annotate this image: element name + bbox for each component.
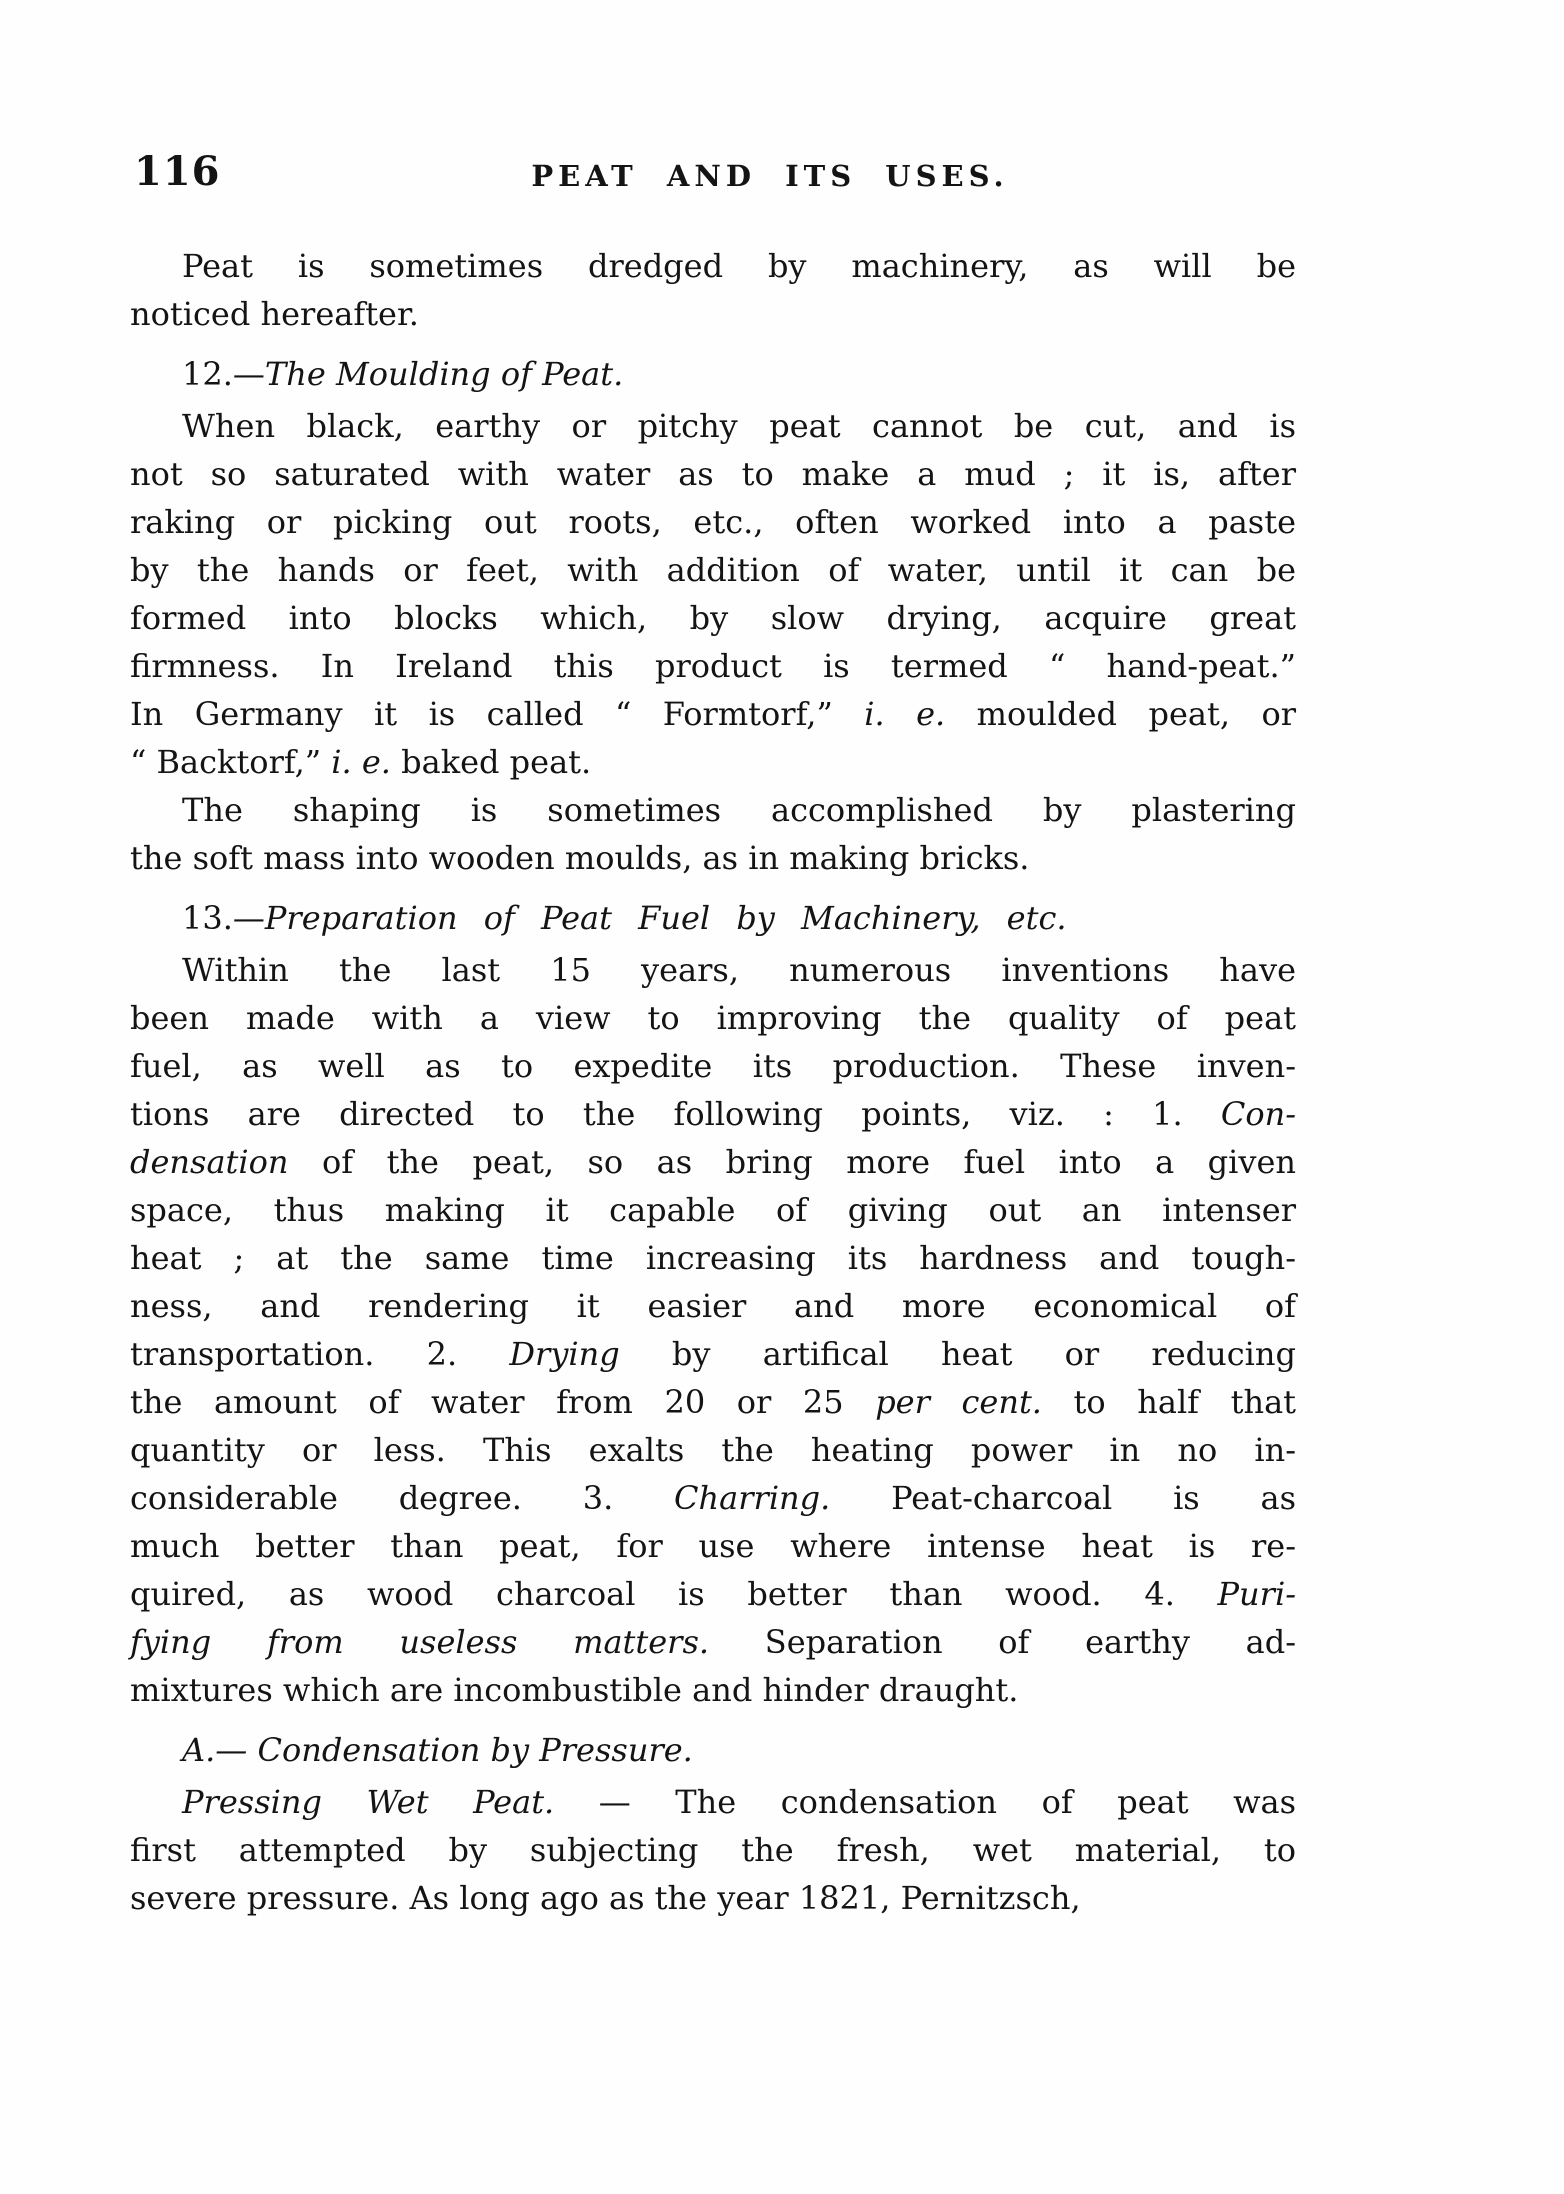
text-run: baked peat. [390,743,592,781]
paragraph [130,946,1296,1714]
text-line [130,1826,1296,1874]
text-run: The shaping is sometimes accomplished by plastering [182,791,1296,829]
text-run: of the peat, so as bring more fuel into a given [288,1143,1296,1181]
text-run: In Germany it is called “ Formtorf,” [130,695,865,733]
text-run: heat ; at the same time increasing its hardness and tough- [130,1239,1296,1277]
text-run: “ Backtorf,” [130,743,332,781]
text-run: When black, earthy or pitchy peat cannot be cut, and is [182,407,1296,445]
text-line [130,350,1296,398]
text-line [130,1618,1296,1666]
text-run: Preparation of Peat Fuel by Machinery, etc. [264,899,1067,937]
text-run: to half that [1041,1383,1297,1421]
text-line [130,450,1296,498]
text-run: i. e. [864,695,946,733]
text-run: quantity or less. This exalts the heating power in no in- [130,1431,1296,1469]
section-heading [130,350,1296,398]
running-title: PEAT AND ITS USES. [531,159,1009,193]
text-run: ness, and rendering it easier and more economical of [130,1287,1296,1325]
text-run: not so saturated with water as to make a mud ; it is, after [130,455,1296,493]
paragraph [130,1778,1296,1922]
text-line [130,290,1296,338]
text-run: by artifical heat or reducing [619,1335,1297,1373]
text-run: Pressing Wet Peat. [182,1783,555,1821]
text-line [130,1570,1296,1618]
text-line [130,1138,1296,1186]
text-line [130,894,1296,942]
text-run: fuel, as well as to expedite its production. These inven- [130,1047,1296,1085]
text-run: firmness. In Ireland this product is termed “ hand-peat.” [130,647,1296,685]
text-line [130,1426,1296,1474]
text-run: moulded peat, or [945,695,1297,733]
text-run: 13.— [182,899,265,937]
text-run: fying from useless matters. [130,1623,710,1661]
text-line [130,546,1296,594]
text-run: tions are directed to the following points, viz. : 1. [130,1095,1221,1133]
text-line [130,402,1296,450]
text-line [130,1090,1296,1138]
text-line [130,1522,1296,1570]
text-line [130,1474,1296,1522]
text-run: mixtures which are incombustible and hinder draught. [130,1671,1019,1709]
text-line [130,1666,1296,1714]
text-line [130,786,1296,834]
text-line [130,1874,1296,1922]
text-run: first attempted by subjecting the fresh, wet material, to [130,1831,1296,1869]
text-run: severe pressure. As long ago as the year 1821, Pernitzsch, [130,1879,1081,1917]
paragraph [130,786,1296,882]
text-run: per cent. [875,1383,1042,1421]
text-line [130,242,1296,290]
text-line [130,738,1296,786]
text-line [130,1330,1296,1378]
text-line [130,994,1296,1042]
text-run: formed into blocks which, by slow drying, acquire great [130,599,1296,637]
text-run: 12.— [182,355,265,393]
text-run: densation [130,1143,289,1181]
text-run: raking or picking out roots, etc., often worked into a paste [130,503,1296,541]
text-line [130,690,1296,738]
page-number: 116 [134,148,221,195]
text-line [130,1726,1296,1774]
text-run: Separation of earthy ad- [709,1623,1297,1661]
text-line [130,834,1296,882]
text-run: — The condensation of peat was [554,1783,1297,1821]
section-heading [130,1726,1296,1774]
text-line [130,1042,1296,1090]
text-run: considerable degree. 3. [130,1479,675,1517]
text-run: Peat is sometimes dredged by machinery, as will be [182,247,1296,285]
text-line [130,1378,1296,1426]
text-run: i. e. [331,743,391,781]
text-run: A.— Condensation by Pressure. [182,1731,693,1769]
text-line [130,1282,1296,1330]
text-run: transportation. 2. [130,1335,510,1373]
text-line [130,498,1296,546]
text-line [130,594,1296,642]
page-body [130,242,1296,1922]
paragraph [130,242,1296,338]
text-line [130,946,1296,994]
paragraph [130,402,1296,786]
page-header [130,150,1296,196]
text-run: the soft mass into wooden moulds, as in making bricks. [130,839,1030,877]
text-run: quired, as wood charcoal is better than wood. 4. [130,1575,1218,1613]
text-run: space, thus making it capable of giving out an intenser [130,1191,1296,1229]
text-run: by the hands or feet, with addition of water, until it can be [130,551,1296,589]
text-run: Peat-charcoal is as [830,1479,1297,1517]
text-run: noticed hereafter. [130,295,419,333]
text-line [130,1234,1296,1282]
text-run: Charring. [674,1479,831,1517]
section-heading [130,894,1296,942]
text-run: Within the last 15 years, numerous inventions have [182,951,1296,989]
text-run: much better than peat, for use where intense heat is re- [130,1527,1296,1565]
text-line [130,642,1296,690]
text-run: Puri- [1217,1575,1296,1613]
text-run: Con- [1220,1095,1296,1133]
text-run: been made with a view to improving the quality of peat [130,999,1296,1037]
text-line [130,1778,1296,1826]
text-line [130,1186,1296,1234]
text-run: The Moulding of Peat. [264,355,624,393]
text-run: Drying [509,1335,620,1373]
text-run: the amount of water from 20 or 25 [130,1383,876,1421]
